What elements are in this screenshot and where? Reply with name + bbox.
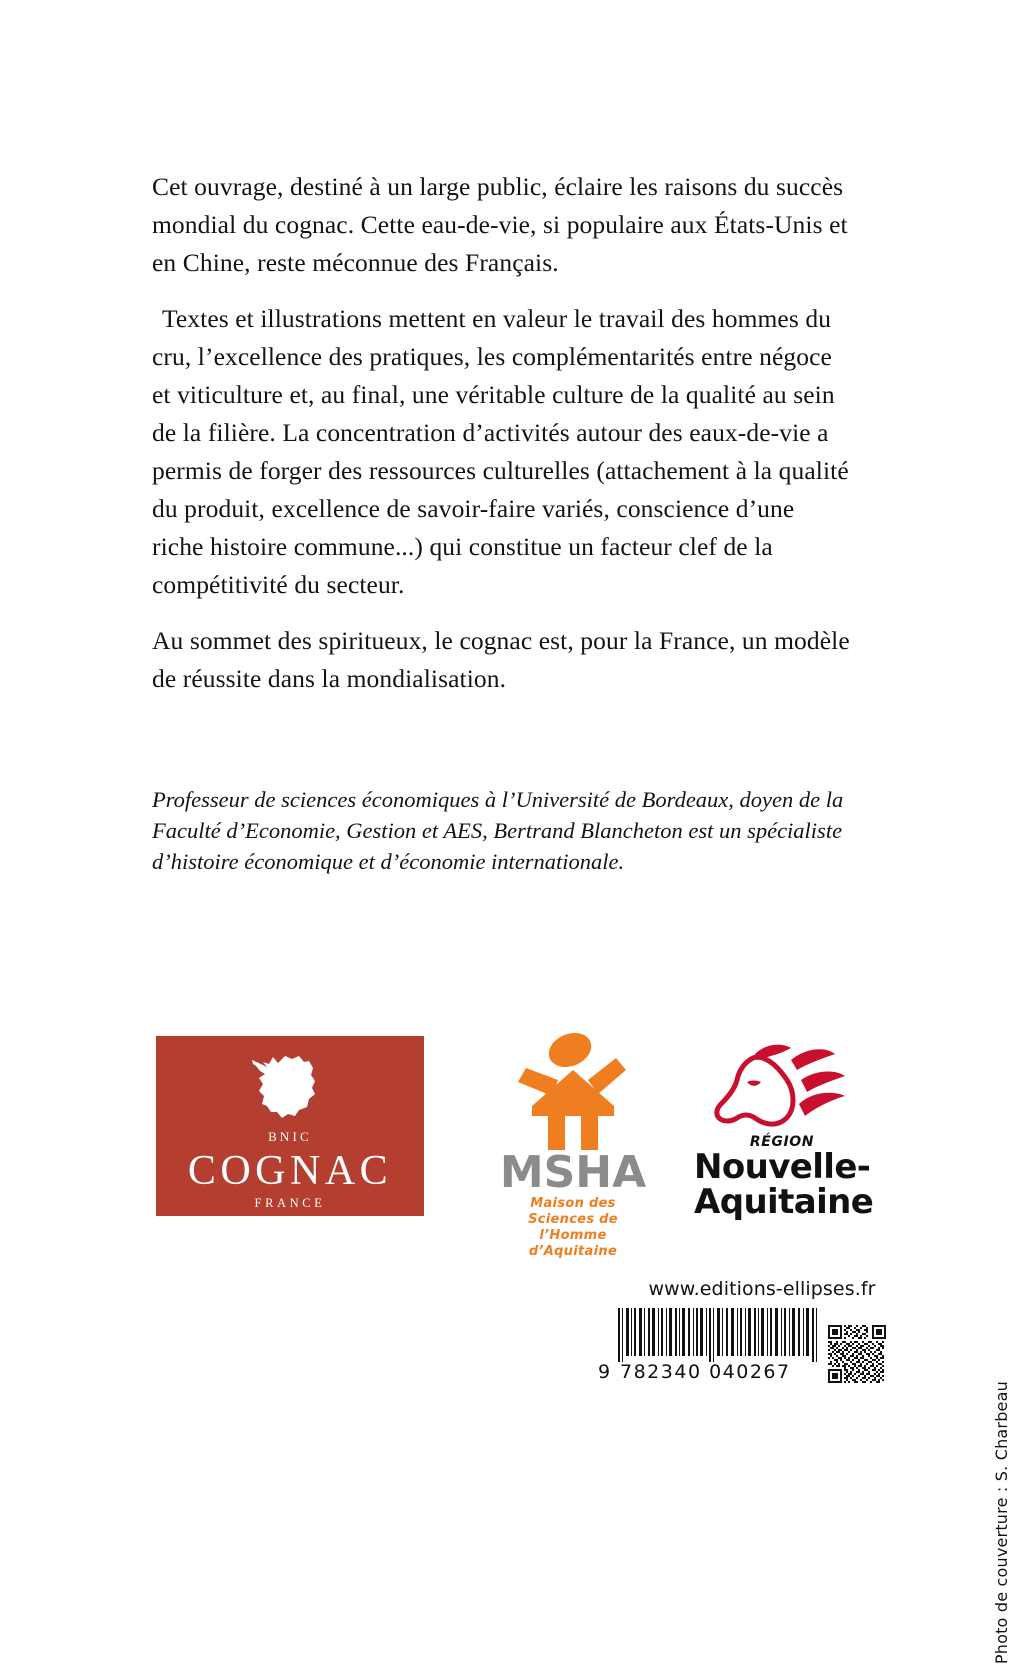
publisher-url: www.editions-ellipses.fr [648,1278,876,1300]
barcode-digits [598,1361,818,1383]
photo-credit: Photo de couverture : S. Charbeau [992,1381,1011,1664]
house-figure-icon [510,1028,636,1152]
blurb-paragraph-2: Textes et illustrations mettent en valeur le travail des hommes du cru, l’excellence des pratiques, les complémentarités entre négoce et viticulture et, au final, une véritable culture de la qualité au sein de la filière. La concentration d’activités autour des eaux-de-vie a permis de forger des ressources culturelles (attachement à la qualité du produit, excellence de savoir-faire variés, conscience d’une riche histoire commune...) qui constitue un facteur clef de la compétitivité du secteur. [152,304,849,599]
barcode-bars [618,1308,818,1362]
cognac-logo-kicker: BNIC [268,1129,312,1144]
region-logo-line-2: Aquitaine [694,1182,874,1222]
lion-head-icon [707,1030,857,1138]
barcode-main-digits: 782340 040267 [620,1361,791,1383]
qr-code [828,1325,886,1383]
msha-subtitle-line-1: Maison des Sciences de [528,1196,618,1227]
author-bio-text: Professeur de sciences économiques à l’Université de Bordeaux, doyen de la Faculté d’Economie, Gestion et AES, Bertrand Blancheton est un spécialiste d’histoire économique et d’économie internationale. [152,787,844,874]
cognac-region-map-icon [251,1050,329,1122]
barcode-block [598,1278,898,1383]
msha-subtitle-line-2: l’Homme d’Aquitaine [528,1228,618,1259]
partner-logos-row [0,1028,1000,1259]
ean13-barcode [598,1308,818,1383]
msha-wordmark: MSHA [499,1147,647,1198]
barcode-row [598,1308,898,1383]
blurb-paragraph-1: Cet ouvrage, destiné à un large public, éclaire les raisons du succès mondial du cognac. Cette eau-de-vie, si populaire aux États-Unis et en Chine, reste méconnue des Français. [152,172,848,277]
region-logo-line-1: Nouvelle- [694,1147,871,1187]
bnic-cognac-france-logo [156,1036,424,1216]
blurb-text-block [152,168,852,714]
region-logo-kicker: RÉGION [749,1134,815,1150]
author-bio-block [152,784,858,877]
cognac-logo-wordmark: COGNAC [187,1148,393,1194]
region-nouvelle-aquitaine-logo [694,1030,874,1228]
blurb-paragraph-3: Au sommet des spiritueux, le cognac est, pour la France, un modèle de réussite dans la mondialisation. [152,626,850,693]
barcode-lead-digit: 9 [598,1361,612,1383]
msha-logo [498,1028,648,1259]
cognac-logo-country: FRANCE [254,1196,326,1210]
